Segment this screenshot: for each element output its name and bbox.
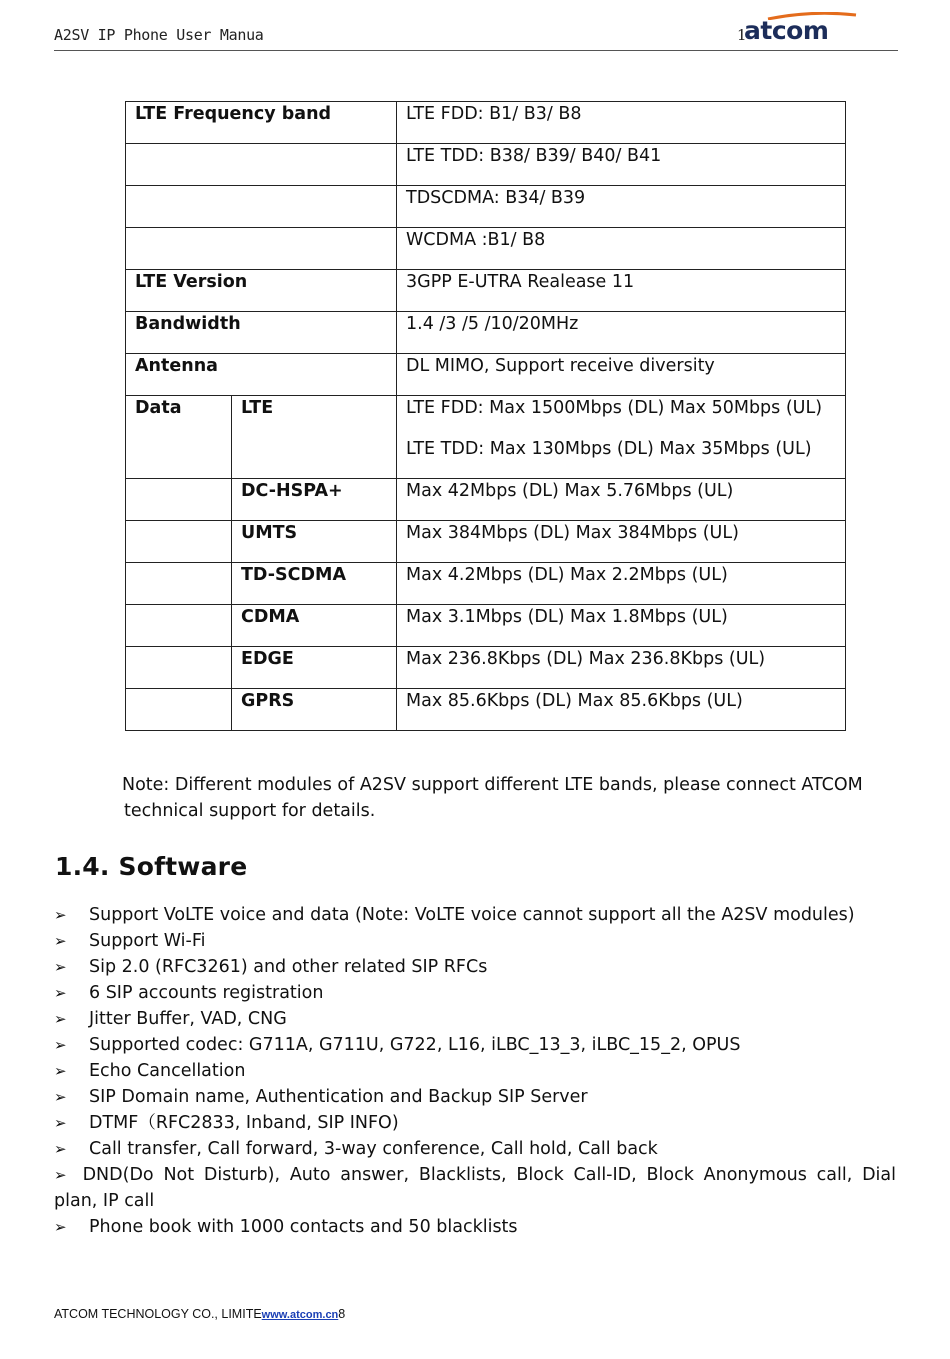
table-row: [126, 144, 846, 186]
list-item: [54, 1162, 896, 1214]
list-item-text: Sip 2.0 (RFC3261) and other related SIP RFCs: [89, 957, 488, 977]
data-sub-label: DC-HSPA+: [232, 479, 397, 521]
row-label: Bandwidth: [126, 312, 397, 354]
note-line: technical support for details.: [124, 801, 376, 821]
list-item: [54, 902, 896, 928]
data-sub-label: EDGE: [232, 647, 397, 689]
arrow-bullet-icon: ➢: [54, 1036, 67, 1054]
list-item-text: 6 SIP accounts registration: [89, 983, 324, 1003]
empty-cell: [126, 521, 232, 563]
empty-cell: [126, 563, 232, 605]
table-row: [126, 270, 846, 312]
data-sub-label: LTE: [232, 396, 397, 479]
page-header: [54, 16, 898, 51]
table-row: [126, 354, 846, 396]
footer-website-link[interactable]: www.atcom.cn: [261, 1309, 339, 1321]
arrow-bullet-icon: ➢: [54, 958, 67, 976]
arrow-bullet-icon: ➢: [54, 984, 67, 1002]
note-line: Note: Different modules of A2SV support different LTE bands, please connect ATCOM: [122, 775, 863, 795]
header-title: A2SV IP Phone User Manua: [54, 26, 264, 44]
section-heading: 1.4. Software: [55, 852, 248, 881]
row-value: WCDMA :B1/ B8: [397, 228, 846, 270]
arrow-bullet-icon: ➢: [54, 1088, 67, 1106]
table-row: [126, 396, 846, 479]
table-row: [126, 521, 846, 563]
row-label: [126, 186, 397, 228]
data-value: Max 42Mbps (DL) Max 5.76Mbps (UL): [397, 479, 846, 521]
empty-cell: [126, 647, 232, 689]
data-value: Max 85.6Kbps (DL) Max 85.6Kbps (UL): [397, 689, 846, 731]
row-value: LTE FDD: B1/ B3/ B8: [397, 102, 846, 144]
table-row: [126, 605, 846, 647]
note-paragraph: [122, 772, 882, 824]
empty-cell: [126, 605, 232, 647]
list-item-text: Jitter Buffer, VAD, CNG: [89, 1009, 287, 1029]
list-item: [54, 1032, 896, 1058]
list-item: [54, 1214, 896, 1240]
data-value-second: LTE TDD: Max 130Mbps (DL) Max 35Mbps (UL): [406, 439, 812, 459]
list-item-text: DTMF（RFC2833, Inband, SIP INFO): [89, 1113, 399, 1133]
table-row: [126, 186, 846, 228]
list-item-text: Call transfer, Call forward, 3-way conference, Call hold, Call back: [89, 1139, 658, 1159]
data-value: Max 3.1Mbps (DL) Max 1.8Mbps (UL): [397, 605, 846, 647]
row-label: Antenna: [126, 354, 397, 396]
table-row: [126, 312, 846, 354]
empty-cell: [126, 479, 232, 521]
data-value: Max 384Mbps (DL) Max 384Mbps (UL): [397, 521, 846, 563]
row-label: LTE Version: [126, 270, 397, 312]
list-item: [54, 1006, 896, 1032]
row-value: LTE TDD: B38/ B39/ B40/ B41: [397, 144, 846, 186]
data-group-label: Data: [126, 396, 232, 479]
table-row: [126, 689, 846, 731]
feature-list: [54, 902, 896, 1240]
data-value: Max 4.2Mbps (DL) Max 2.2Mbps (UL): [397, 563, 846, 605]
spec-table: [125, 101, 846, 731]
list-item-text: Support Wi-Fi: [89, 931, 206, 951]
arrow-bullet-icon: ➢: [54, 1062, 67, 1080]
arrow-bullet-icon: ➢: [54, 1218, 67, 1236]
empty-cell: [126, 689, 232, 731]
list-item: [54, 1058, 896, 1084]
arrow-bullet-icon: ➢: [54, 932, 67, 950]
data-value: LTE FDD: Max 1500Mbps (DL) Max 50Mbps (UL): [406, 398, 823, 418]
data-sub-label: TD-SCDMA: [232, 563, 397, 605]
row-value: DL MIMO, Support receive diversity: [397, 354, 846, 396]
row-value: TDSCDMA: B34/ B39: [397, 186, 846, 228]
list-item-text: Support VoLTE voice and data (Note: VoLTE voice cannot support all the A2SV modules): [89, 905, 855, 925]
arrow-bullet-icon: ➢: [54, 1166, 67, 1184]
data-value: Max 236.8Kbps (DL) Max 236.8Kbps (UL): [397, 647, 846, 689]
list-item: [54, 1084, 896, 1110]
data-sub-label: CDMA: [232, 605, 397, 647]
list-item-text: Phone book with 1000 contacts and 50 blacklists: [89, 1217, 518, 1237]
footer-page-number: 8: [338, 1307, 346, 1321]
data-sub-label: GPRS: [232, 689, 397, 731]
table-row: [126, 647, 846, 689]
list-item-text: Echo Cancellation: [89, 1061, 246, 1081]
list-item: [54, 980, 896, 1006]
arrow-bullet-icon: ➢: [54, 906, 67, 924]
arrow-bullet-icon: ➢: [54, 1010, 67, 1028]
list-item-text: SIP Domain name, Authentication and Backup SIP Server: [89, 1087, 588, 1107]
row-value: 3GPP E-UTRA Realease 11: [397, 270, 846, 312]
list-item: [54, 1136, 896, 1162]
list-item: [54, 928, 896, 954]
arrow-bullet-icon: ➢: [54, 1114, 67, 1132]
arrow-bullet-icon: ➢: [54, 1140, 67, 1158]
row-value: 1.4 /3 /5 /10/20MHz: [397, 312, 846, 354]
table-row: [126, 102, 846, 144]
list-item-text: Supported codec: G711A, G711U, G722, L16, iLBC_13_3, iLBC_15_2, OPUS: [89, 1035, 741, 1055]
row-label: [126, 144, 397, 186]
row-label: LTE Frequency band: [126, 102, 397, 144]
list-item-text: DND(Do Not Disturb), Auto answer, Blacklists, Block Call-ID, Block Anonymous call, Dial plan, IP call: [54, 1165, 896, 1211]
table-row: [126, 563, 846, 605]
atcom-logo: atcom: [744, 16, 829, 45]
list-item: [54, 1110, 896, 1136]
page-footer: [54, 1307, 345, 1321]
row-label: [126, 228, 397, 270]
footer-company: ATCOM TECHNOLOGY CO., LIMITE: [54, 1307, 262, 1321]
data-sub-label: UMTS: [232, 521, 397, 563]
list-item: [54, 954, 896, 980]
table-row: [126, 479, 846, 521]
data-value-cell: [397, 396, 846, 479]
table-row: [126, 228, 846, 270]
header-page-marker: 1: [737, 26, 747, 44]
